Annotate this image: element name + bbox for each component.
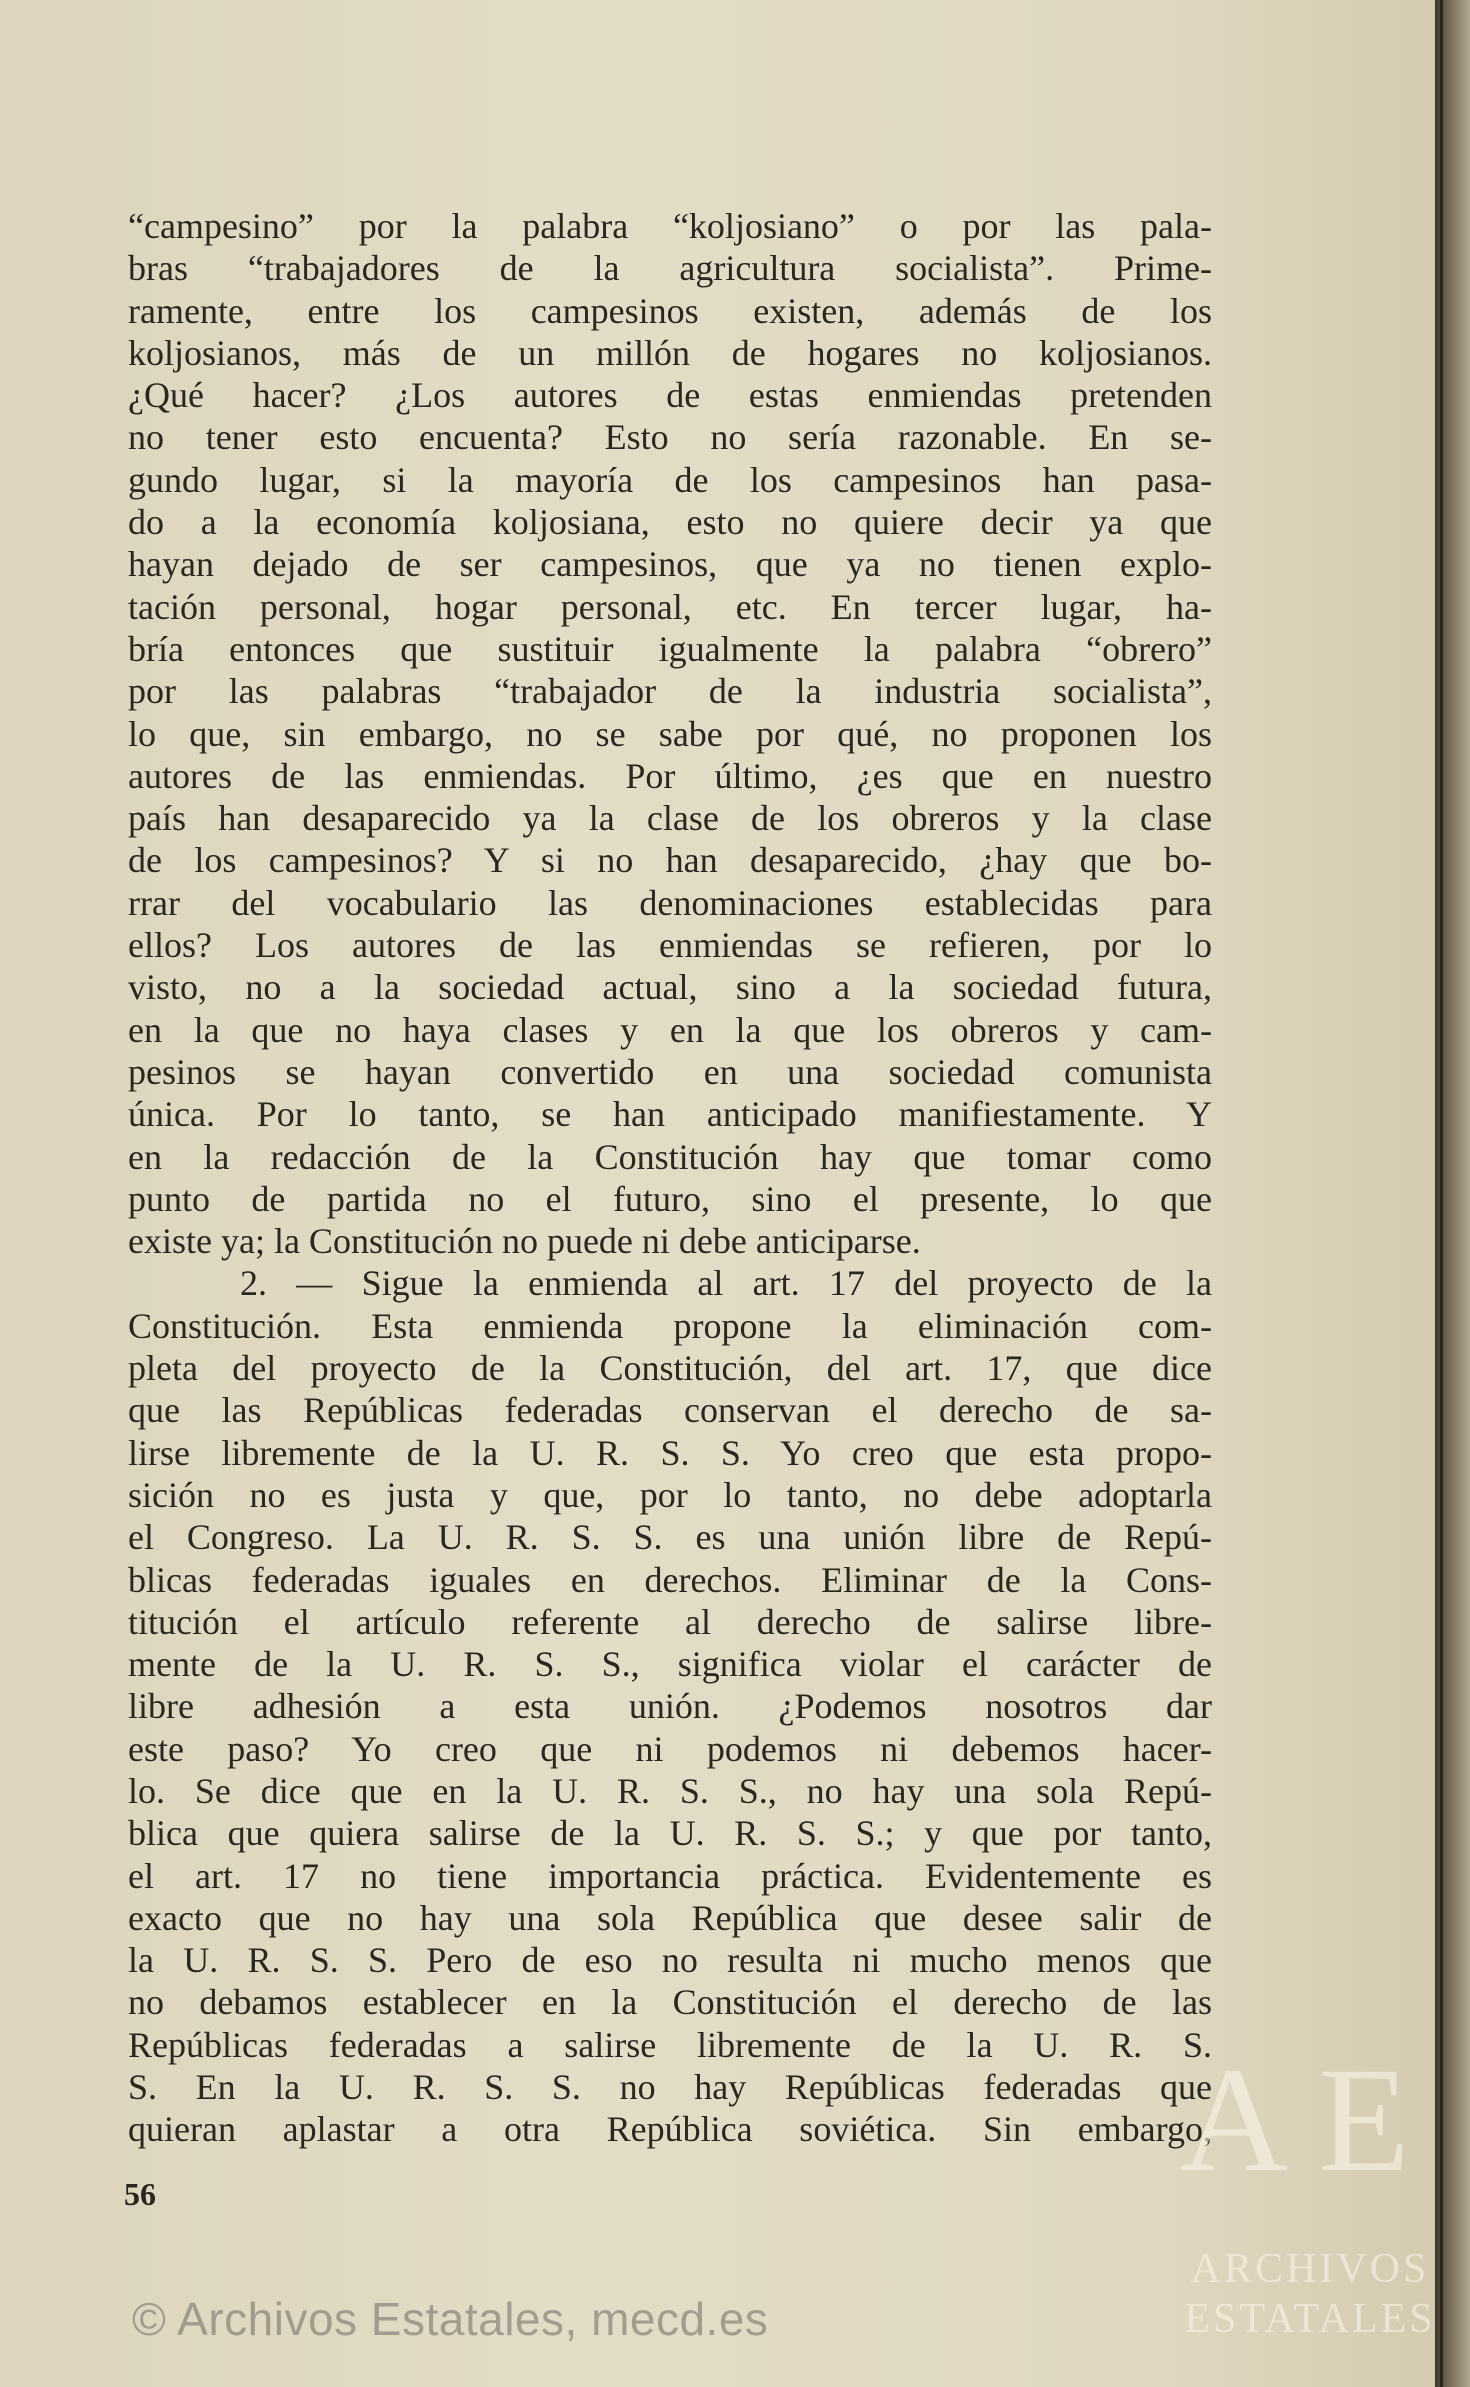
text-line: pesinos se hayan convertido en una sociedad comunista (128, 1051, 1212, 1092)
text-line: el art. 17 no tiene importancia práctica. Evidentemente es (128, 1855, 1212, 1896)
text-line: no tener esto encuenta? Esto no sería razonable. En se- (128, 417, 1212, 458)
text-line: ramente, entre los campesinos existen, además de los (128, 290, 1212, 331)
text-line: de los campesinos? Y si no han desaparecido, ¿hay que bo- (128, 840, 1212, 881)
page-number: 56 (124, 2176, 156, 2212)
logo-line-estatales: ESTATALES (1184, 2296, 1436, 2342)
text-line: existe ya; la Constitución no puede ni debe anticiparse. (128, 1221, 921, 1262)
logo-line-archivos: ARCHIVOS (1190, 2246, 1430, 2292)
text-line: lo. Se dice que en la U. R. S. S., no hay una sola Repú- (128, 1770, 1212, 1811)
text-line: blica que quiera salirse de la U. R. S. S.; y que por tanto, (128, 1813, 1212, 1854)
text-line: este paso? Yo creo que ni podemos ni debemos hacer- (128, 1728, 1212, 1769)
text-line: por las palabras “trabajador de la industria socialista”, (128, 671, 1212, 712)
text-line: única. Por lo tanto, se han anticipado manifiestamente. Y (128, 1094, 1212, 1135)
text-line: quieran aplastar a otra República soviética. Sin embargo, (128, 2109, 1212, 2150)
text-line: ¿Qué hacer? ¿Los autores de estas enmiendas pretenden (128, 375, 1212, 416)
text-line: do a la economía koljosiana, esto no quiere decir ya que (128, 502, 1212, 543)
text-line: rrar del vocabulario las denominaciones establecidas para (128, 882, 1212, 923)
text-line: bría entonces que sustituir igualmente la palabra “obrero” (128, 628, 1212, 669)
text-line: lo que, sin embargo, no se sabe por qué, no proponen los (128, 713, 1212, 754)
text-line: tación personal, hogar personal, etc. En tercer lugar, ha- (128, 586, 1212, 627)
body-text (128, 205, 1212, 2151)
text-line: Constitución. Esta enmienda propone la eliminación com- (128, 1305, 1212, 1346)
text-line: hayan dejado de ser campesinos, que ya no tienen explo- (128, 544, 1212, 585)
text-line: en la que no haya clases y en la que los obreros y cam- (128, 1009, 1212, 1050)
text-line: el Congreso. La U. R. S. S. es una unión libre de Repú- (128, 1517, 1212, 1558)
text-line: autores de las enmiendas. Por último, ¿es que en nuestro (128, 755, 1212, 796)
text-line: no debamos establecer en la Constitución el derecho de las (128, 1982, 1212, 2023)
text-line: que las Repúblicas federadas conservan el derecho de sa- (128, 1390, 1212, 1431)
text-line: libre adhesión a esta unión. ¿Podemos nosotros dar (128, 1686, 1212, 1727)
text-line: pleta del proyecto de la Constitución, del art. 17, que dice (128, 1348, 1212, 1389)
text-line: titución el artículo referente al derecho de salirse libre- (128, 1601, 1212, 1642)
text-line: S. En la U. R. S. S. no hay Repúblicas federadas que (128, 2067, 1212, 2108)
logo-monogram: AE (1180, 2037, 1440, 2203)
page-edge-line (1440, 0, 1443, 2387)
text-line: visto, no a la sociedad actual, sino a la sociedad futura, (128, 967, 1212, 1008)
text-line: punto de partida no el futuro, sino el presente, lo que (128, 1178, 1212, 1219)
text-line: gundo lugar, si la mayoría de los campesinos han pasa- (128, 459, 1212, 500)
text-line: país han desaparecido ya la clase de los obreros y la clase (128, 798, 1212, 839)
text-line: mente de la U. R. S. S., significa violar el carácter de (128, 1644, 1212, 1685)
copyright-watermark: © Archivos Estatales, mecd.es (132, 2293, 769, 2345)
archivos-estatales-logo (1160, 2037, 1460, 2370)
text-line: 2. — Sigue la enmienda al art. 17 del proyecto de la (240, 1263, 1212, 1304)
text-line: lirse libremente de la U. R. S. S. Yo creo que esta propo- (128, 1432, 1212, 1473)
text-line: ellos? Los autores de las enmiendas se refieren, por lo (128, 925, 1212, 966)
text-line: la U. R. S. S. Pero de eso no resulta ni mucho menos que (128, 1940, 1212, 1981)
text-line: en la redacción de la Constitución hay que tomar como (128, 1136, 1212, 1177)
text-line: sición no es justa y que, por lo tanto, no debe adoptarla (128, 1474, 1212, 1515)
text-line: bras “trabajadores de la agricultura socialista”. Prime- (128, 248, 1212, 289)
text-line: exacto que no hay una sola República que desee salir de (128, 1897, 1212, 1938)
text-line: koljosianos, más de un millón de hogares no koljosianos. (128, 332, 1212, 373)
text-line: “campesino” por la palabra “koljosiano” o por las pala- (128, 206, 1212, 246)
text-line: blicas federadas iguales en derechos. Eliminar de la Cons- (128, 1559, 1212, 1600)
text-line: Repúblicas federadas a salirse libremente de la U. R. S. (128, 2024, 1212, 2065)
